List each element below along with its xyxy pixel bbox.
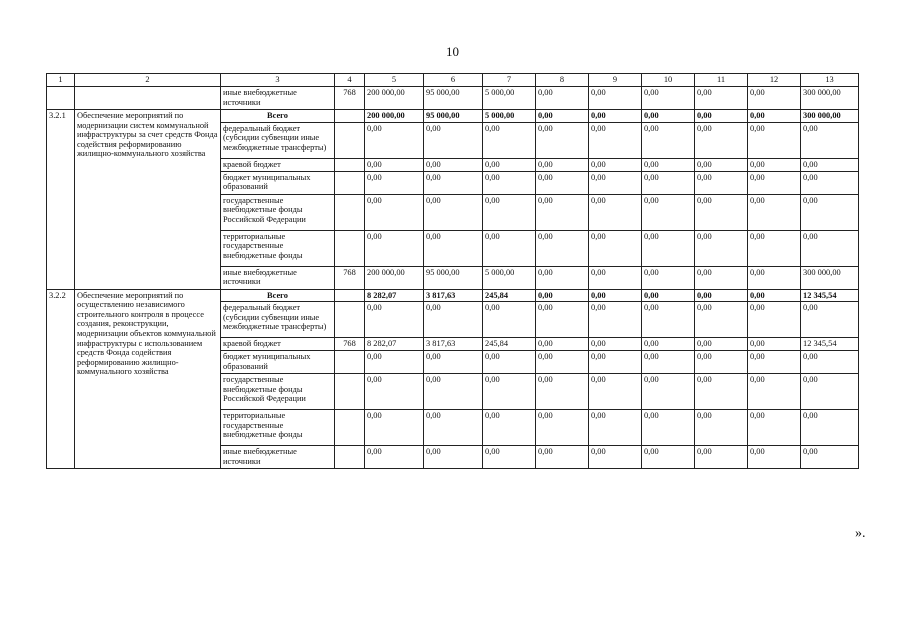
value-cell: 0,00 [536, 87, 589, 110]
value-cell: 0,00 [589, 171, 642, 194]
value-cell: 0,00 [642, 302, 695, 338]
funding-source-cell: иные внебюджетные источники [221, 266, 335, 289]
value-cell: 0,00 [801, 171, 859, 194]
value-cell: 0,00 [695, 158, 748, 171]
value-cell: 0,00 [748, 110, 801, 123]
value-cell: 95 000,00 [424, 87, 483, 110]
funding-source-cell: территориальные государственные внебюджетные фонды [221, 230, 335, 266]
value-cell: 0,00 [365, 194, 424, 230]
table-row [47, 289, 859, 302]
value-cell: 0,00 [695, 87, 748, 110]
grbs-cell [335, 410, 365, 446]
value-cell: 0,00 [365, 158, 424, 171]
value-cell: 0,00 [483, 410, 536, 446]
value-cell: 0,00 [695, 410, 748, 446]
value-cell: 0,00 [589, 158, 642, 171]
value-cell: 5 000,00 [483, 266, 536, 289]
grbs-cell [335, 171, 365, 194]
value-cell: 8 282,07 [365, 289, 424, 302]
value-cell: 0,00 [536, 302, 589, 338]
value-cell: 0,00 [424, 158, 483, 171]
value-cell: 0,00 [748, 289, 801, 302]
value-cell: 0,00 [536, 194, 589, 230]
value-cell: 0,00 [589, 374, 642, 410]
value-cell: 0,00 [589, 122, 642, 158]
value-cell: 0,00 [589, 230, 642, 266]
value-cell: 0,00 [748, 410, 801, 446]
grbs-cell: 768 [335, 266, 365, 289]
value-cell: 0,00 [642, 122, 695, 158]
value-cell: 0,00 [695, 446, 748, 469]
value-cell: 0,00 [424, 410, 483, 446]
column-header-10: 10 [642, 74, 695, 87]
value-cell: 0,00 [483, 158, 536, 171]
column-header-4: 4 [335, 74, 365, 87]
value-cell: 0,00 [536, 158, 589, 171]
grbs-cell [335, 110, 365, 123]
value-cell: 0,00 [695, 289, 748, 302]
value-cell: 0,00 [365, 410, 424, 446]
grbs-cell [335, 302, 365, 338]
value-cell: 300 000,00 [801, 110, 859, 123]
value-cell: 0,00 [748, 302, 801, 338]
column-header-5: 5 [365, 74, 424, 87]
value-cell: 0,00 [695, 338, 748, 351]
grbs-cell [335, 122, 365, 158]
value-cell: 0,00 [695, 302, 748, 338]
value-cell: 0,00 [589, 194, 642, 230]
value-cell: 0,00 [801, 230, 859, 266]
value-cell: 3 817,63 [424, 338, 483, 351]
funding-source-cell: федеральный бюджет (субсидии субвенции иные межбюджетные трансферты) [221, 122, 335, 158]
grbs-cell [335, 194, 365, 230]
value-cell: 95 000,00 [424, 266, 483, 289]
value-cell: 0,00 [589, 289, 642, 302]
value-cell: 200 000,00 [365, 110, 424, 123]
value-cell: 0,00 [365, 171, 424, 194]
value-cell: 0,00 [642, 374, 695, 410]
measure-code: 3.2.1 [47, 110, 75, 290]
funding-source-cell: краевой бюджет [221, 158, 335, 171]
column-header-7: 7 [483, 74, 536, 87]
value-cell: 0,00 [536, 374, 589, 410]
value-cell: 12 345,54 [801, 289, 859, 302]
funding-source-cell: территориальные государственные внебюджетные фонды [221, 410, 335, 446]
code-cell [47, 87, 75, 110]
closing-quote-mark: ». [855, 526, 866, 541]
value-cell: 0,00 [483, 374, 536, 410]
value-cell: 0,00 [483, 446, 536, 469]
value-cell: 0,00 [589, 410, 642, 446]
value-cell: 0,00 [748, 158, 801, 171]
value-cell: 0,00 [695, 194, 748, 230]
value-cell: 0,00 [589, 338, 642, 351]
value-cell: 200 000,00 [365, 87, 424, 110]
value-cell: 0,00 [424, 446, 483, 469]
value-cell: 0,00 [748, 171, 801, 194]
value-cell: 0,00 [536, 289, 589, 302]
value-cell: 0,00 [424, 171, 483, 194]
measure-name-cell [75, 87, 221, 110]
column-header-13: 13 [801, 74, 859, 87]
value-cell: 12 345,54 [801, 338, 859, 351]
value-cell: 95 000,00 [424, 110, 483, 123]
value-cell: 0,00 [642, 158, 695, 171]
value-cell: 0,00 [695, 351, 748, 374]
grbs-cell [335, 351, 365, 374]
grbs-cell: 768 [335, 87, 365, 110]
budget-table [46, 73, 859, 469]
value-cell: 0,00 [801, 158, 859, 171]
value-cell: 0,00 [695, 122, 748, 158]
funding-source-cell: государственные внебюджетные фонды Российской Федерации [221, 194, 335, 230]
value-cell: 0,00 [483, 171, 536, 194]
grbs-cell [335, 446, 365, 469]
value-cell: 8 282,07 [365, 338, 424, 351]
value-cell: 0,00 [483, 351, 536, 374]
value-cell: 3 817,63 [424, 289, 483, 302]
grbs-cell [335, 374, 365, 410]
value-cell: 0,00 [748, 266, 801, 289]
value-cell: 0,00 [424, 351, 483, 374]
value-cell: 0,00 [365, 122, 424, 158]
value-cell: 0,00 [483, 302, 536, 338]
value-cell: 0,00 [424, 230, 483, 266]
column-header-11: 11 [695, 74, 748, 87]
value-cell: 0,00 [748, 351, 801, 374]
value-cell: 0,00 [589, 266, 642, 289]
value-cell: 0,00 [748, 446, 801, 469]
value-cell: 0,00 [642, 171, 695, 194]
value-cell: 0,00 [801, 446, 859, 469]
value-cell: 0,00 [589, 302, 642, 338]
value-cell: 5 000,00 [483, 87, 536, 110]
value-cell: 0,00 [536, 351, 589, 374]
grbs-cell: 768 [335, 338, 365, 351]
column-header-9: 9 [589, 74, 642, 87]
value-cell: 0,00 [748, 374, 801, 410]
funding-source-cell: Всего [221, 289, 335, 302]
value-cell: 0,00 [748, 194, 801, 230]
value-cell: 0,00 [801, 374, 859, 410]
value-cell: 0,00 [365, 230, 424, 266]
value-cell: 0,00 [424, 194, 483, 230]
value-cell: 0,00 [424, 374, 483, 410]
value-cell: 0,00 [695, 171, 748, 194]
value-cell: 0,00 [536, 171, 589, 194]
value-cell: 0,00 [642, 338, 695, 351]
funding-source-cell: краевой бюджет [221, 338, 335, 351]
table-row [47, 110, 859, 123]
grbs-cell [335, 158, 365, 171]
value-cell: 0,00 [801, 302, 859, 338]
value-cell: 0,00 [536, 410, 589, 446]
funding-source-cell: федеральный бюджет (субсидии субвенции иные межбюджетные трансферты) [221, 302, 335, 338]
funding-source-cell: государственные внебюджетные фонды Российской Федерации [221, 374, 335, 410]
grbs-cell [335, 230, 365, 266]
value-cell: 0,00 [642, 351, 695, 374]
value-cell: 0,00 [801, 194, 859, 230]
funding-source-cell: иные внебюджетные источники [221, 87, 335, 110]
value-cell: 0,00 [642, 194, 695, 230]
continuation-row [47, 87, 859, 110]
value-cell: 0,00 [748, 230, 801, 266]
value-cell: 200 000,00 [365, 266, 424, 289]
value-cell: 0,00 [365, 351, 424, 374]
column-header-6: 6 [424, 74, 483, 87]
grbs-cell [335, 289, 365, 302]
measure-name: Обеспечение мероприятий по осуществлению независимого строительного контроля в процессе создания, реконструкции, модернизации объектов коммунальной инфраструктуры с использованием средств Фонда содействия реформированию жилищно-коммунального хозяйства [75, 289, 221, 469]
value-cell: 0,00 [424, 302, 483, 338]
value-cell: 0,00 [365, 374, 424, 410]
value-cell: 0,00 [483, 230, 536, 266]
value-cell: 0,00 [536, 230, 589, 266]
column-header-12: 12 [748, 74, 801, 87]
column-header-8: 8 [536, 74, 589, 87]
funding-source-cell: бюджет муниципальных образований [221, 171, 335, 194]
value-cell: 0,00 [589, 87, 642, 110]
page-number: 10 [446, 44, 459, 59]
value-cell: 0,00 [365, 446, 424, 469]
value-cell: 0,00 [642, 289, 695, 302]
value-cell: 0,00 [642, 230, 695, 266]
value-cell: 0,00 [536, 266, 589, 289]
value-cell: 0,00 [536, 338, 589, 351]
funding-source-cell: Всего [221, 110, 335, 123]
value-cell: 0,00 [589, 110, 642, 123]
value-cell: 0,00 [589, 351, 642, 374]
value-cell: 0,00 [695, 266, 748, 289]
value-cell: 0,00 [642, 446, 695, 469]
measure-code: 3.2.2 [47, 289, 75, 469]
value-cell: 0,00 [695, 110, 748, 123]
measure-name: Обеспечение мероприятий по модернизации систем коммунальной инфраструктуры за счет средств Фонда содействия реформированию жилищно-коммунального хозяйства [75, 110, 221, 290]
value-cell: 0,00 [536, 446, 589, 469]
value-cell: 0,00 [801, 122, 859, 158]
value-cell: 0,00 [536, 122, 589, 158]
value-cell: 0,00 [695, 230, 748, 266]
value-cell: 0,00 [748, 122, 801, 158]
value-cell: 245,84 [483, 289, 536, 302]
value-cell: 0,00 [365, 302, 424, 338]
value-cell: 0,00 [642, 110, 695, 123]
funding-source-cell: бюджет муниципальных образований [221, 351, 335, 374]
value-cell: 0,00 [642, 410, 695, 446]
value-cell: 300 000,00 [801, 87, 859, 110]
value-cell: 245,84 [483, 338, 536, 351]
value-cell: 0,00 [536, 110, 589, 123]
value-cell: 0,00 [748, 338, 801, 351]
value-cell: 300 000,00 [801, 266, 859, 289]
value-cell: 0,00 [642, 87, 695, 110]
value-cell: 0,00 [695, 374, 748, 410]
value-cell: 0,00 [748, 87, 801, 110]
value-cell: 0,00 [483, 194, 536, 230]
value-cell: 0,00 [589, 446, 642, 469]
column-header-1: 1 [47, 74, 75, 87]
value-cell: 5 000,00 [483, 110, 536, 123]
value-cell: 0,00 [801, 410, 859, 446]
value-cell: 0,00 [483, 122, 536, 158]
header-row [47, 74, 859, 87]
column-header-3: 3 [221, 74, 335, 87]
value-cell: 0,00 [801, 351, 859, 374]
column-header-2: 2 [75, 74, 221, 87]
funding-source-cell: иные внебюджетные источники [221, 446, 335, 469]
value-cell: 0,00 [642, 266, 695, 289]
value-cell: 0,00 [424, 122, 483, 158]
